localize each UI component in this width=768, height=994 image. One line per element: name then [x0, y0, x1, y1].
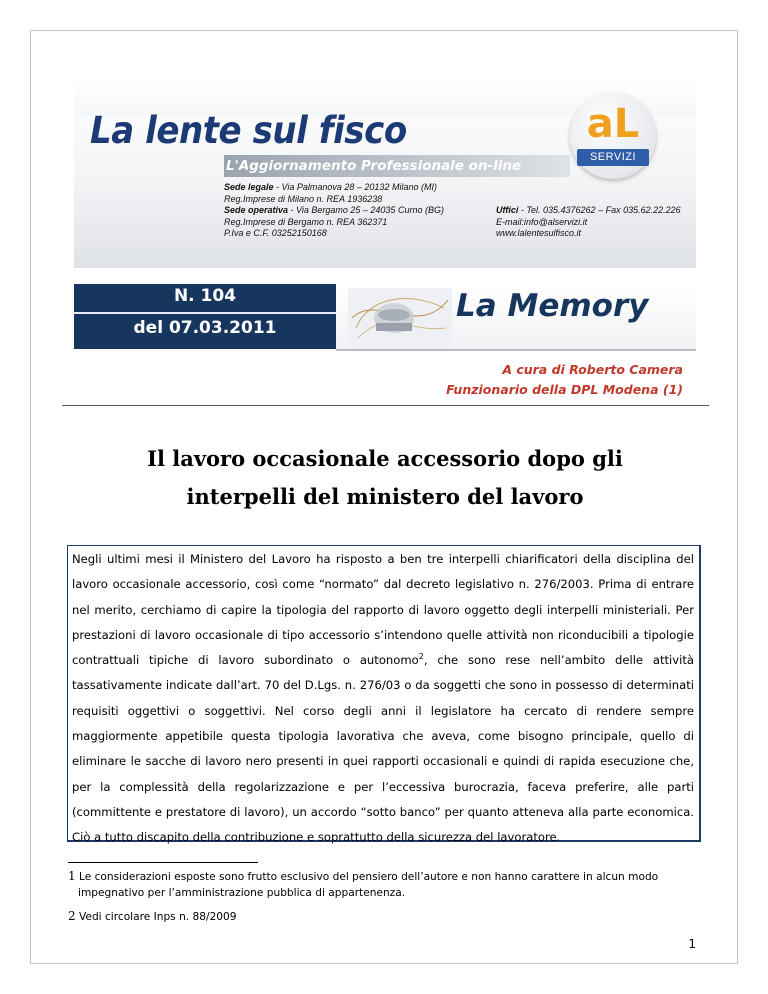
- address-line: P.Iva e C.F. 03252150168: [224, 228, 327, 238]
- article-body-box: [67, 545, 701, 845]
- issue-number: N. 104: [173, 286, 237, 306]
- address-block-left: [224, 182, 444, 240]
- footnote-rule: [68, 862, 258, 863]
- issue-date: del 07.03.2011: [133, 318, 277, 338]
- author-name: A cura di Roberto Camera: [502, 362, 683, 377]
- article-title-line: interpelli del ministero del lavoro: [186, 484, 584, 509]
- logo-letters: aL: [586, 101, 640, 147]
- header-banner: [74, 75, 696, 268]
- issue-box: [74, 284, 336, 349]
- address-line: Sede operativa - Via Bergamo 25 – 24035 Curno (BG): [224, 205, 444, 215]
- footnote-ref[interactable]: 2: [418, 652, 424, 662]
- address-line: Reg.Imprese di Milano n. REA 1936238: [224, 193, 383, 204]
- section-title: La Memory: [456, 288, 649, 324]
- address-line: E-mail:info@alservizi.it: [496, 216, 588, 227]
- header-divider: [62, 405, 709, 406]
- address-line: Reg.Imprese di Bergamo n. REA 362371: [224, 216, 388, 227]
- publication-title: La lente sul fisco: [90, 109, 407, 152]
- issue-divider: [74, 312, 336, 314]
- page-number: 1: [688, 937, 696, 951]
- head-illustration-icon: [348, 288, 452, 346]
- address-line: www.lalentesulfisco.it: [496, 228, 582, 238]
- al-servizi-logo: [570, 93, 656, 179]
- footnote: 2 Vedi circolare Inps n. 88/2009: [68, 909, 237, 923]
- article-paragraph: Negli ultimi mesi il Ministero del Lavoro ha risposto a ben tre interpelli chiarificatori della disciplina del lavoro occasionale accessorio, così come “normato” dal decreto legislativo n. 276/2003. Prima di entrare nel merito, cerchiamo di capire la tipologia del rapporto di lavoro oggetto degli interpelli ministeriali. Per prestazioni di lavoro occasionale di tipo accessorio s’intendono quelle attività non riconducibili a tipologie contrattuali tipiche di lavoro subordinato o autonomo$^2$, che sono rese nell’ambito delle attività tassativamente indicate dall’art. 70 del D.Lgs. n. 276/03 o da soggetti che sono in possesso di determinati requisiti oggettivi o soggettivi. Nel corso degli anni il legislatore ha cercato di rendere sempre maggiormente appetibile questa tipologia lavorativa che aveva, come bisogno principale, quello di eliminare le sacche di lavoro nero presenti in quei rapporti occasionali e quindi di rapida esecuzione che, per la complessità della regolarizzazione e per l’eccessiva burocrazia, faceva preferire, alle parti (committente e prestatore di lavoro), un accordo “sotto banco” per quanto atteneva alla parte economica. Ciò a tutto discapito della contribuzione e soprattutto della sicurezza del lavoratore.: [72, 552, 694, 845]
- address-line: Sede legale - Via Palmanova 28 – 20132 Milano (MI): [224, 182, 437, 192]
- address-line: Uffici - Tel. 035.4376262 – Fax 035.62.22.226: [496, 205, 681, 215]
- footnote: 1 Le considerazioni esposte sono frutto esclusivo del pensiero dell’autore e non hanno carattere in alcun modo impegnativo per l’amministrazione pubblica di appartenenza.: [68, 869, 659, 899]
- author-block: [446, 360, 683, 400]
- section-banner: [336, 284, 696, 351]
- publication-tagline: L'Aggiornamento Professionale on-line: [226, 158, 522, 174]
- author-role: Funzionario della DPL Modena (1): [446, 382, 683, 397]
- article-title: [70, 440, 700, 516]
- logo-text: SERVIZI: [577, 149, 649, 166]
- article-title-line: Il lavoro occasionale accessorio dopo gli: [147, 446, 623, 471]
- address-block-right: [496, 205, 681, 240]
